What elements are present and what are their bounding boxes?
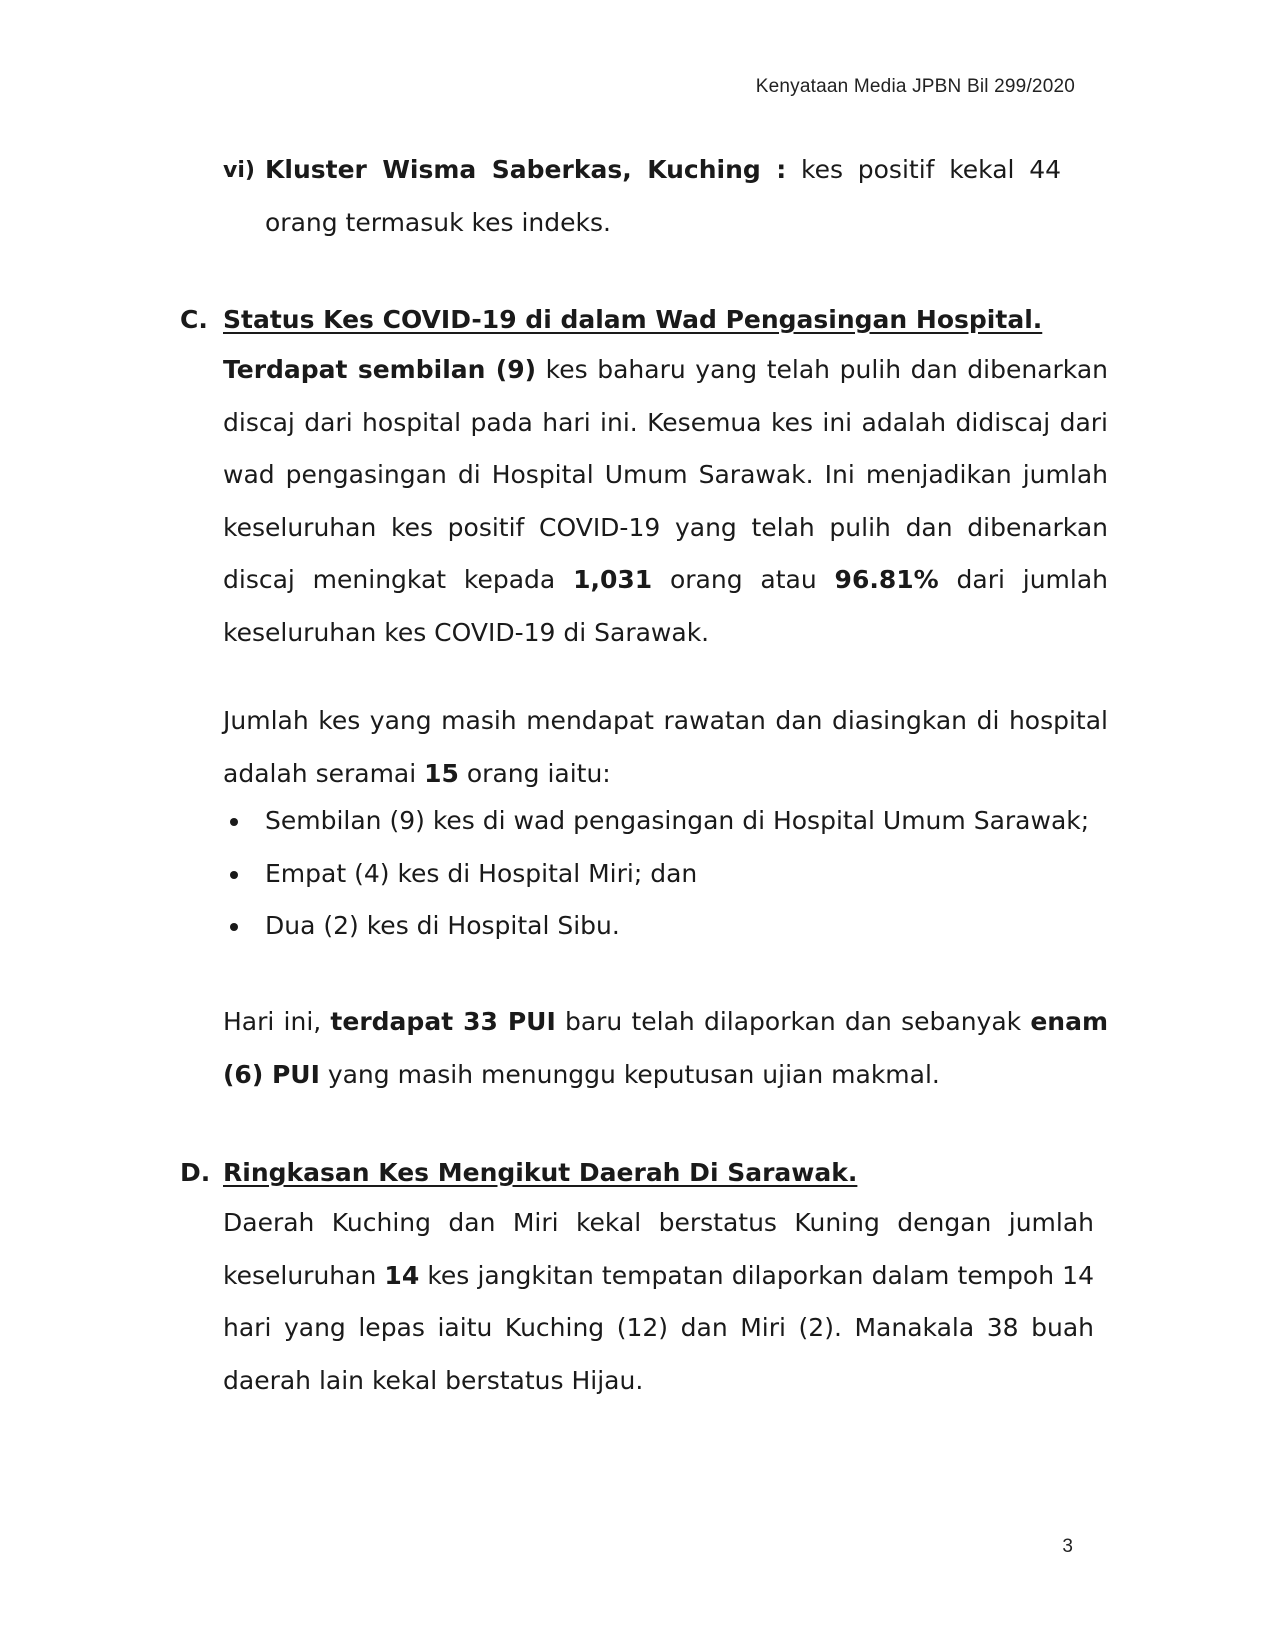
- discharged-count-bold: Terdapat sembilan (9): [223, 355, 537, 384]
- section-c-paragraph-discharged: [223, 344, 1108, 659]
- district-text-1: Daerah Kuching dan Miri kekal berstatus Kuning dengan jumlah keseluruhan: [223, 1208, 1094, 1290]
- recovery-percentage: 96.81%: [834, 565, 939, 594]
- item-vi-label: vi): [223, 158, 255, 183]
- bullet-icon: [230, 923, 238, 931]
- section-d-letter: D.: [180, 1158, 211, 1187]
- section-c-paragraph-pui: [223, 996, 1108, 1101]
- discharged-text-1: kes baharu yang telah pulih dan dibenarkan discaj dari hospital pada hari ini. Kesemua kes ini adalah didiscaj dari wad pengasingan di Hospital Umum Sarawak. Ini menjadikan jumlah keseluruhan kes positif COVID-19 yang telah pulih dan dibenarkan discaj meningkat kepada: [223, 355, 1108, 594]
- treatment-text-1: Jumlah kes yang masih mendapat rawatan dan diasingkan di hospital adalah seramai: [223, 706, 1108, 788]
- local-case-count: 14: [384, 1260, 420, 1290]
- item-vi-paragraph: [265, 144, 1061, 249]
- treatment-count: 15: [424, 758, 459, 788]
- section-c-paragraph-under-treatment: [223, 695, 1108, 800]
- pui-text-2: baru telah dilaporkan dan sebanyak: [555, 1007, 1031, 1036]
- pui-pending-count: enam (6) PUI: [223, 1007, 1109, 1089]
- list-item: [223, 795, 1089, 848]
- section-c-heading: Status Kes COVID-19 di dalam Wad Pengasingan Hospital.: [223, 305, 1043, 334]
- list-item: [223, 900, 1089, 953]
- hospital-bullet-list: [223, 795, 1089, 953]
- list-item: [223, 848, 1089, 901]
- page-number: 3: [1062, 1536, 1073, 1557]
- list-item-text: Dua (2) kes di Hospital Sibu.: [265, 911, 620, 940]
- page-header: Kenyataan Media JPBN Bil 299/2020: [755, 76, 1075, 97]
- section-d-paragraph: [223, 1197, 1094, 1407]
- section-d-heading: Ringkasan Kes Mengikut Daerah Di Sarawak.: [223, 1158, 858, 1187]
- discharged-text-3: dari jumlah keseluruhan kes COVID-19 di Sarawak.: [223, 565, 1109, 647]
- pui-text-3: yang masih menunggu keputusan ujian makmal.: [319, 1059, 940, 1089]
- district-text-2: kes jangkitan tempatan dilaporkan dalam tempoh 14 hari yang lepas iaitu Kuching (12) dan Miri (2). Manakala 38 buah daerah lain kekal berstatus Hijau.: [223, 1260, 1094, 1395]
- pui-new-count: terdapat 33 PUI: [330, 1007, 556, 1036]
- bullet-icon: [230, 871, 238, 879]
- bullet-icon: [230, 818, 238, 826]
- discharged-text-2: orang atau: [652, 565, 835, 594]
- treatment-text-2: orang iaitu:: [458, 758, 611, 788]
- list-item-text: Empat (4) kes di Hospital Miri; dan: [265, 858, 698, 888]
- cluster-status-text: kes positif kekal 44 orang termasuk kes indeks.: [265, 155, 1062, 237]
- pui-text-1: Hari ini,: [223, 1007, 331, 1036]
- section-c-letter: C.: [180, 305, 208, 334]
- cluster-name: Kluster Wisma Saberkas, Kuching :: [265, 155, 787, 184]
- total-recovered-count: 1,031: [573, 565, 653, 594]
- list-item-text: Sembilan (9) kes di wad pengasingan di Hospital Umum Sarawak;: [265, 806, 1090, 835]
